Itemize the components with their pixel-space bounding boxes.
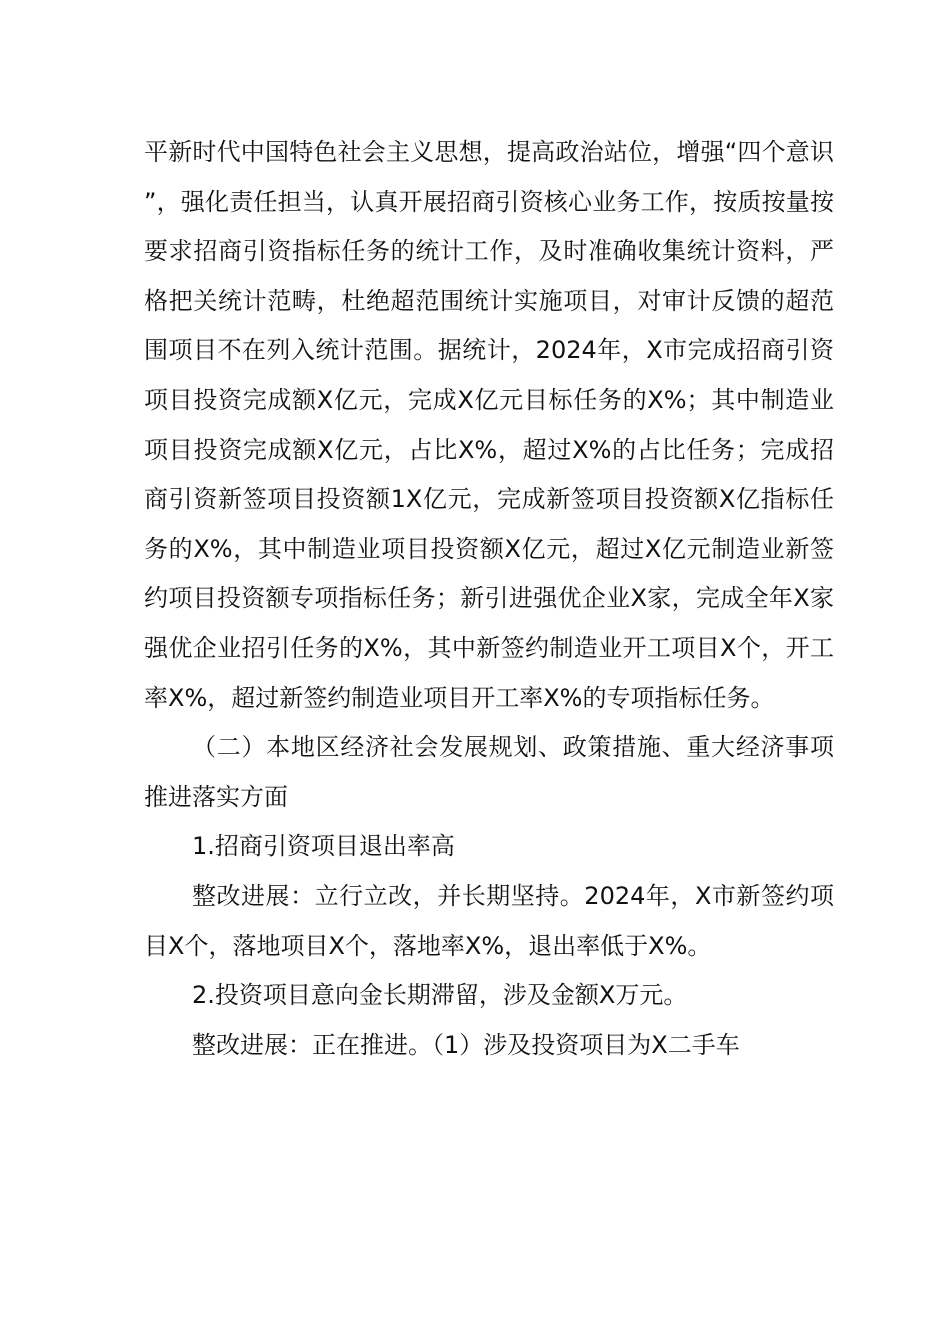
issue-heading-exit-rate: 1.招商引资项目退出率高 bbox=[192, 832, 455, 861]
paragraph-rectification-progress-1: 整改进展：立行立改，并长期坚持。2024年，X市新签约项目X个，落地项目X个，落地率X%，退出率低于X%。 bbox=[144, 881, 834, 960]
document-body bbox=[144, 128, 834, 1070]
paragraph-statistics-summary: 平新时代中国特色社会主义思想，提高政治站位，增强“四个意识”，强化责任担当，认真开展招商引资核心业务工作，按质按量按要求招商引资指标任务的统计工作，及时准确收集统计资料，严格把关统计范畴，杜绝超范围统计实施项目，对审计反馈的超范围项目不在列入统计范围。据统计，2024年，X市完成招商引资项目投资完成额X亿元，完成X亿元目标任务的X%；其中制造业项目投资完成额X亿元，占比X%，超过X%的占比任务；完成招商引资新签项目投资额1X亿元，完成新签项目投资额X亿指标任务的X%，其中制造业项目投资额X亿元，超过X亿元制造业新签约项目投资额专项指标任务；新引进强优企业X家，完成全年X家强优企业招引任务的X%，其中新签约制造业开工项目X个，开工率X%，超过新签约制造业项目开工率X%的专项指标任务。 bbox=[144, 138, 834, 712]
issue-heading-intention-deposit: 2.投资项目意向金长期滞留，涉及金额X万元。 bbox=[192, 981, 688, 1010]
paragraph-rectification-progress-2: 整改进展：正在推进。（1）涉及投资项目为X二手车 bbox=[192, 1030, 740, 1059]
section-heading-economic-development: （二）本地区经济社会发展规划、政策措施、重大经济事项推进落实方面 bbox=[144, 733, 834, 811]
